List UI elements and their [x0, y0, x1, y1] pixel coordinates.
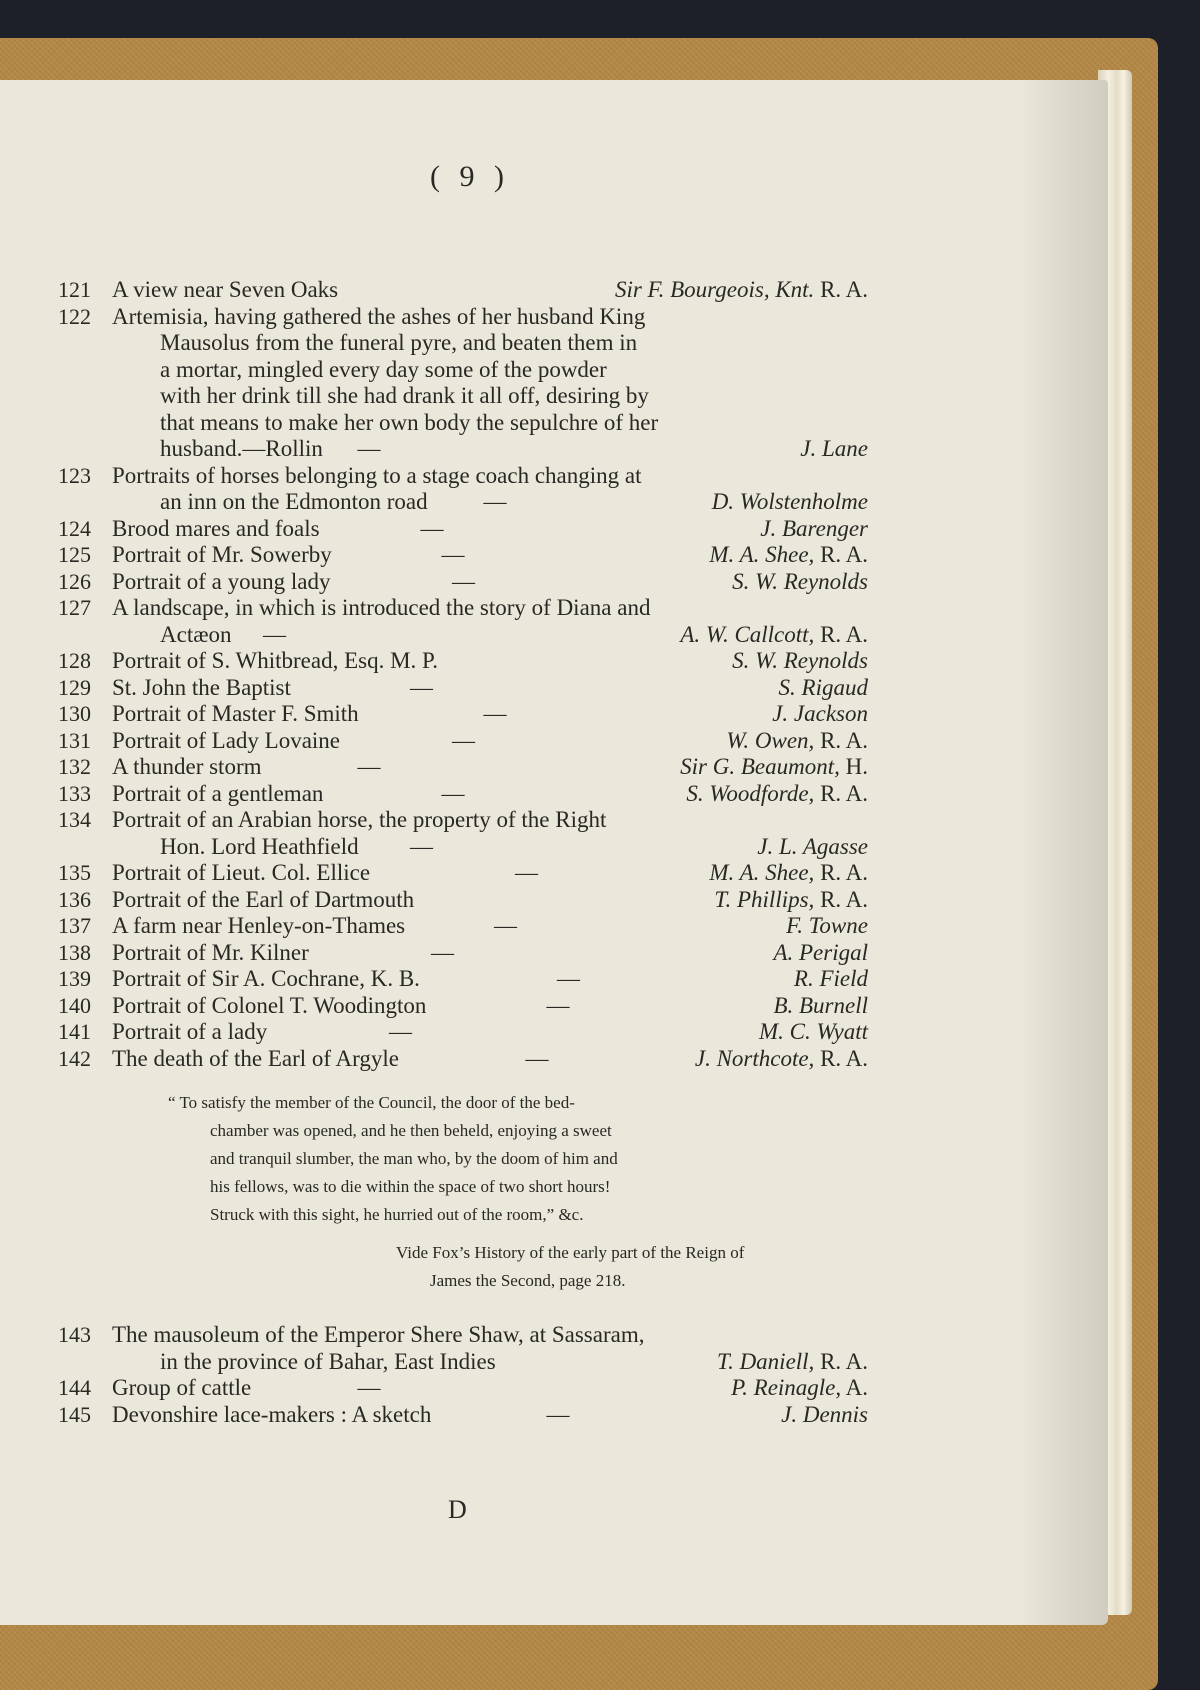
entry-title: The mausoleum of the Emperor Shere Shaw, at Sassaram,: [112, 1322, 645, 1347]
entry-row: [0, 1401, 1108, 1428]
entry-artist: [726, 727, 868, 754]
artist-name: R. Field: [793, 966, 868, 991]
catalogue-page: [0, 80, 1108, 1625]
entry-artist: [731, 1374, 868, 1401]
entry-number: 133: [58, 780, 91, 806]
artist-name: M. C. Wyatt: [758, 1019, 868, 1044]
entry-title: Portrait of a young lady: [112, 568, 331, 594]
entry-row: [0, 515, 1108, 542]
artist-suffix: R. A.: [814, 886, 868, 912]
quote-line: “ To satisfy the member of the Council, the door of the bed-: [168, 1093, 575, 1112]
page-number: ( 9 ): [430, 160, 510, 193]
entry-row: [0, 753, 1108, 780]
artist-suffix: R. A.: [814, 1045, 868, 1071]
entry-dash: —: [410, 833, 433, 859]
quote-line: his fellows, was to die within the space of two short hours!: [210, 1177, 611, 1196]
artist-name: Sir F. Bourgeois, Knt.: [614, 277, 815, 302]
entry-number: 122: [58, 303, 91, 329]
entry-number: 138: [58, 939, 91, 965]
entry-artist: [615, 276, 868, 303]
artist-suffix: R. A.: [814, 542, 868, 567]
entry-title: Hon. Lord Heathfield: [160, 833, 359, 859]
artist-name: J. Barenger: [760, 515, 868, 541]
entry-artist: [732, 568, 868, 595]
entry-dash: —: [357, 436, 381, 461]
entry-dash: —: [515, 860, 538, 885]
entry-row: [0, 912, 1108, 939]
entry-row: [0, 462, 1108, 489]
entry-number: 140: [58, 992, 91, 1018]
entry-artist: [686, 780, 868, 807]
artist-name: W. Owen,: [726, 727, 815, 753]
quote-source-line: Vide Fox’s History of the early part of the Reign of: [396, 1243, 745, 1262]
artist-name: J. Northcote,: [694, 1045, 815, 1071]
entry-title: Artemisia, having gathered the ashes of her husband King: [112, 303, 646, 329]
artist-name: T. Phillips,: [714, 886, 815, 912]
entry-continuation-row: [0, 356, 1108, 383]
entry-title: with her drink till she had drank it all off, desiring by: [160, 383, 649, 408]
entry-row: [0, 276, 1108, 303]
entry-number: 121: [58, 277, 91, 302]
entry-dash: —: [546, 992, 570, 1018]
entry-title: Devonshire lace-makers : A sketch: [112, 1401, 432, 1427]
entry-title: A farm near Henley-on-Thames: [112, 913, 406, 938]
entry-title: Portrait of the Earl of Dartmouth: [112, 886, 415, 912]
entry-title: Mausolus from the funeral pyre, and beaten them in: [160, 330, 638, 355]
entry-row: [0, 780, 1108, 807]
entry-row: [0, 1374, 1108, 1401]
artist-name: S. W. Reynolds: [732, 648, 868, 673]
entry-artist: [781, 1401, 868, 1428]
entry-title: Brood mares and foals: [112, 515, 320, 541]
entry-row: [0, 992, 1108, 1019]
entry-row: [0, 886, 1108, 913]
entry-row: [0, 594, 1108, 621]
entry-artist: [786, 912, 868, 939]
entry-title: Portraits of horses belonging to a stage coach changing at: [112, 462, 642, 488]
artist-name: J. Lane: [800, 436, 868, 461]
entry-row: [0, 1018, 1108, 1045]
entry-title: husband.—Rollin: [160, 436, 323, 461]
entry-title: a mortar, mingled every day some of the powder: [160, 356, 607, 382]
artist-suffix: R. A.: [814, 1348, 868, 1374]
entry-row: [0, 806, 1108, 833]
entry-dash: —: [389, 1019, 412, 1044]
entry-continuation-row: [0, 409, 1108, 436]
artist-name: J. Jackson: [772, 701, 868, 726]
entry-row: [0, 965, 1108, 992]
entry-dash: —: [420, 515, 444, 541]
entry-continuation-row: [0, 833, 1108, 860]
artist-name: Sir G. Beaumont,: [680, 754, 840, 779]
entry-number: 126: [58, 568, 91, 594]
entry-number: 134: [58, 807, 91, 832]
entry-title: Actæon: [160, 621, 232, 647]
artist-name: S. W. Reynolds: [732, 568, 868, 594]
entry-row: [0, 647, 1108, 674]
entry-title: an inn on the Edmonton road: [160, 489, 428, 514]
entry-artist: [680, 621, 868, 648]
entry-number: 141: [58, 1019, 91, 1044]
entry-dash: —: [557, 966, 580, 991]
entry-number: 124: [58, 515, 91, 541]
entry-continuation-row: [0, 1348, 1108, 1375]
quote-line: and tranquil slumber, the man who, by the doom of him and: [210, 1149, 618, 1168]
entry-artist: [800, 435, 868, 462]
entry-artist: [757, 833, 868, 860]
artist-name: D. Wolstenholme: [711, 489, 868, 514]
quote-line: Struck with this sight, he hurried out of the room,” &c.: [210, 1205, 584, 1224]
entry-number: 129: [58, 674, 91, 700]
entry-continuation-row: [0, 488, 1108, 515]
entry-artist: [779, 674, 868, 701]
entry-title: A landscape, in which is introduced the story of Diana and: [112, 595, 651, 620]
artist-name: S. Woodforde,: [686, 780, 815, 806]
entry-title: Portrait of Mr. Sowerby: [112, 542, 332, 567]
entry-dash: —: [494, 913, 517, 938]
entry-number: 135: [58, 860, 91, 885]
entry-number: 143: [58, 1322, 91, 1347]
entry-artist: [732, 647, 868, 674]
entry-title: The death of the Earl of Argyle: [112, 1045, 399, 1071]
signature-mark: D: [448, 1495, 467, 1524]
entry-title: Portrait of Mr. Kilner: [112, 939, 309, 965]
entry-dash: —: [483, 489, 507, 514]
artist-name: M. A. Shee,: [709, 542, 815, 567]
entry-number: 123: [58, 462, 91, 488]
entry-title: Portrait of a lady: [112, 1019, 268, 1044]
artist-name: J. L. Agasse: [757, 833, 868, 859]
entry-row: [0, 1045, 1108, 1072]
artist-suffix: H.: [839, 754, 868, 779]
entry-dash: —: [452, 727, 475, 753]
entry-number: 125: [58, 542, 91, 567]
artist-name: A. Perigal: [773, 939, 868, 965]
entry-artist: [772, 700, 868, 727]
entry-artist: [709, 541, 868, 568]
artist-name: J. Dennis: [781, 1401, 868, 1427]
entry-title: Group of cattle: [112, 1375, 252, 1400]
entry-artist: [712, 488, 868, 515]
entry-continuation-row: [0, 382, 1108, 409]
entry-artist: [773, 992, 868, 1019]
entry-artist: [759, 1018, 868, 1045]
entry-dash: —: [525, 1045, 549, 1071]
entry-row: [0, 700, 1108, 727]
entry-title: Portrait of an Arabian horse, the property of the Right: [112, 807, 607, 832]
artist-name: F. Towne: [786, 913, 868, 938]
artist-name: T. Daniell,: [716, 1348, 815, 1374]
entry-dash: —: [546, 1401, 570, 1427]
artist-suffix: R. A.: [814, 860, 868, 885]
entry-artist: [794, 965, 868, 992]
entry-number: 136: [58, 886, 91, 912]
entry-dash: —: [431, 939, 454, 965]
entry-row: [0, 674, 1108, 701]
entry-number: 132: [58, 754, 91, 779]
entry-dash: —: [441, 780, 465, 806]
entry-number: 145: [58, 1401, 91, 1427]
entry-artist: [680, 753, 868, 780]
entry-artist: [695, 1045, 868, 1072]
artist-name: B. Burnell: [773, 992, 868, 1018]
entry-title: St. John the Baptist: [112, 674, 291, 700]
entry-title: A thunder storm: [112, 754, 262, 779]
quote-source-line: James the Second, page 218.: [430, 1271, 626, 1290]
artist-name: A. W. Callcott,: [680, 621, 815, 647]
quote-line: chamber was opened, and he then beheld, enjoying a sweet: [210, 1121, 612, 1140]
artist-suffix: R. A.: [814, 780, 868, 806]
entry-number: 128: [58, 648, 91, 673]
entry-title: Portrait of Master F. Smith: [112, 701, 359, 726]
entry-artist: [714, 886, 868, 913]
entry-title: Portrait of S. Whitbread, Esq. M. P.: [112, 648, 439, 673]
entry-continuation-row: [0, 435, 1108, 462]
entry-title: in the province of Bahar, East Indies: [160, 1348, 496, 1374]
entry-title: Portrait of Lady Lovaine: [112, 727, 341, 753]
artist-name: M. A. Shee,: [709, 860, 815, 885]
entry-artist: [709, 859, 868, 886]
entry-row: [0, 727, 1108, 754]
entry-number: 142: [58, 1045, 91, 1071]
entry-continuation-row: [0, 621, 1108, 648]
entry-number: 137: [58, 913, 91, 938]
entry-number: 131: [58, 727, 91, 753]
artist-suffix: R. A.: [814, 621, 868, 647]
entry-row: [0, 568, 1108, 595]
entry-artist: [773, 939, 868, 966]
entry-row: [0, 303, 1108, 330]
entry-dash: —: [441, 542, 465, 567]
artist-name: P. Reinagle,: [731, 1375, 842, 1400]
entry-artist: [717, 1348, 868, 1375]
entry-title: Portrait of Colonel T. Woodington: [112, 992, 427, 1018]
artist-suffix: A.: [841, 1375, 868, 1400]
entry-artist: [760, 515, 868, 542]
entry-title: Portrait of Sir A. Cochrane, K. B.: [112, 966, 420, 991]
entry-row: [0, 541, 1108, 568]
entry-dash: —: [410, 674, 433, 700]
entry-number: 144: [58, 1375, 91, 1400]
entry-dash: —: [357, 1375, 381, 1400]
entry-title: Portrait of Lieut. Col. Ellice: [112, 860, 371, 885]
artist-suffix: R. A.: [814, 277, 868, 302]
entry-number: 130: [58, 701, 91, 726]
entry-number: 139: [58, 966, 91, 991]
entry-title: Portrait of a gentleman: [112, 780, 324, 806]
artist-suffix: R. A.: [814, 727, 868, 753]
entry-continuation-row: [0, 329, 1108, 356]
entry-number: 127: [58, 595, 91, 620]
entry-dash: —: [483, 701, 507, 726]
entry-title: A view near Seven Oaks: [112, 277, 339, 302]
entry-dash: —: [452, 568, 475, 594]
entry-row: [0, 1321, 1108, 1348]
artist-name: S. Rigaud: [778, 674, 868, 700]
entry-dash: —: [357, 754, 381, 779]
entry-row: [0, 859, 1108, 886]
entry-dash: —: [263, 621, 286, 647]
entry-row: [0, 939, 1108, 966]
entry-title: that means to make her own body the sepulchre of her: [160, 409, 659, 435]
